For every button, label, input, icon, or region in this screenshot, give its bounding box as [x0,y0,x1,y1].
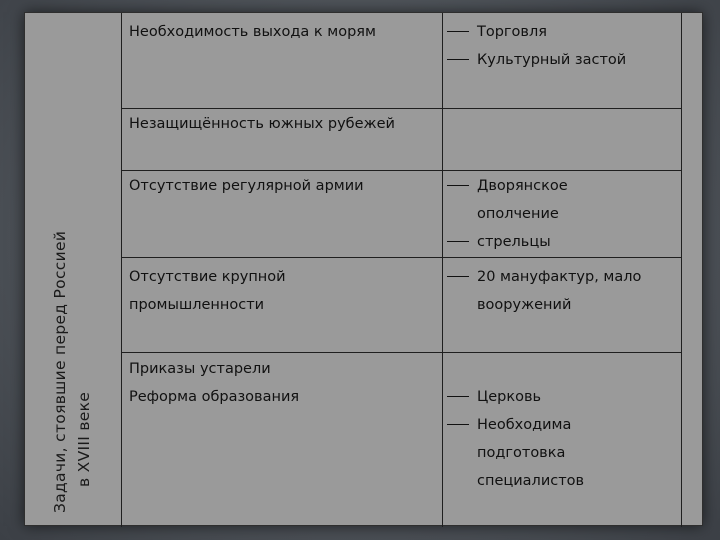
detail-text: Торговля [477,24,547,40]
problem-text: промышленности [129,297,265,313]
row-divider-3 [121,257,681,258]
row-divider-1 [121,108,681,109]
detail-text: ополчение [477,206,559,222]
detail-text: Церковь [477,389,542,405]
detail-text: Дворянское [477,178,568,194]
side-title [48,173,126,513]
detail-item [447,228,568,256]
detail-text: 20 мануфактур, мало [477,269,642,285]
details-cell-1 [447,18,626,74]
table-border-right-col [681,13,682,527]
detail-text: специалистов [477,473,585,489]
problem-cell-2 [129,110,395,138]
problem-text: Необходимость выхода к морям [129,24,376,40]
details-cell-3 [447,172,568,256]
problem-cell-1 [129,18,376,46]
detail-text: вооружений [477,297,572,313]
detail-item [447,263,641,291]
table-border-mid-col [442,13,443,527]
slide [24,12,703,526]
detail-text: Культурный застой [477,52,627,68]
detail-item [447,467,584,495]
problem-text: Отсутствие регулярной армии [129,178,364,194]
detail-item [447,200,568,228]
dash-mark [447,424,469,425]
detail-item [447,18,626,46]
problem-cell-5 [129,355,299,411]
row-divider-2 [121,170,681,171]
details-cell-4 [447,263,641,319]
detail-text: подготовка [477,445,566,461]
dash-mark [447,276,469,277]
detail-item [447,172,568,200]
problem-text: Реформа образования [129,389,300,405]
detail-text: стрельцы [477,234,551,250]
problem-text: Незащищённость южных рубежей [129,116,395,132]
dash-mark [447,396,469,397]
dash-mark [447,31,469,32]
side-title-line1: Задачи, стоявшие перед Россией [51,230,69,513]
details-cell-5 [447,383,584,495]
problem-text: Приказы устарели [129,361,271,377]
detail-item [447,411,584,439]
problem-text: Отсутствие крупной [129,269,286,285]
detail-item [447,439,584,467]
dash-mark [447,241,469,242]
problem-cell-3 [129,172,364,200]
detail-item [447,291,641,319]
detail-item [447,383,584,411]
detail-item [447,46,626,74]
problem-cell-4 [129,263,286,319]
detail-text: Необходима [477,417,572,433]
side-title-line2: в XVIII веке [75,391,93,487]
row-divider-4 [121,352,681,353]
dash-mark [447,59,469,60]
dash-mark [447,185,469,186]
